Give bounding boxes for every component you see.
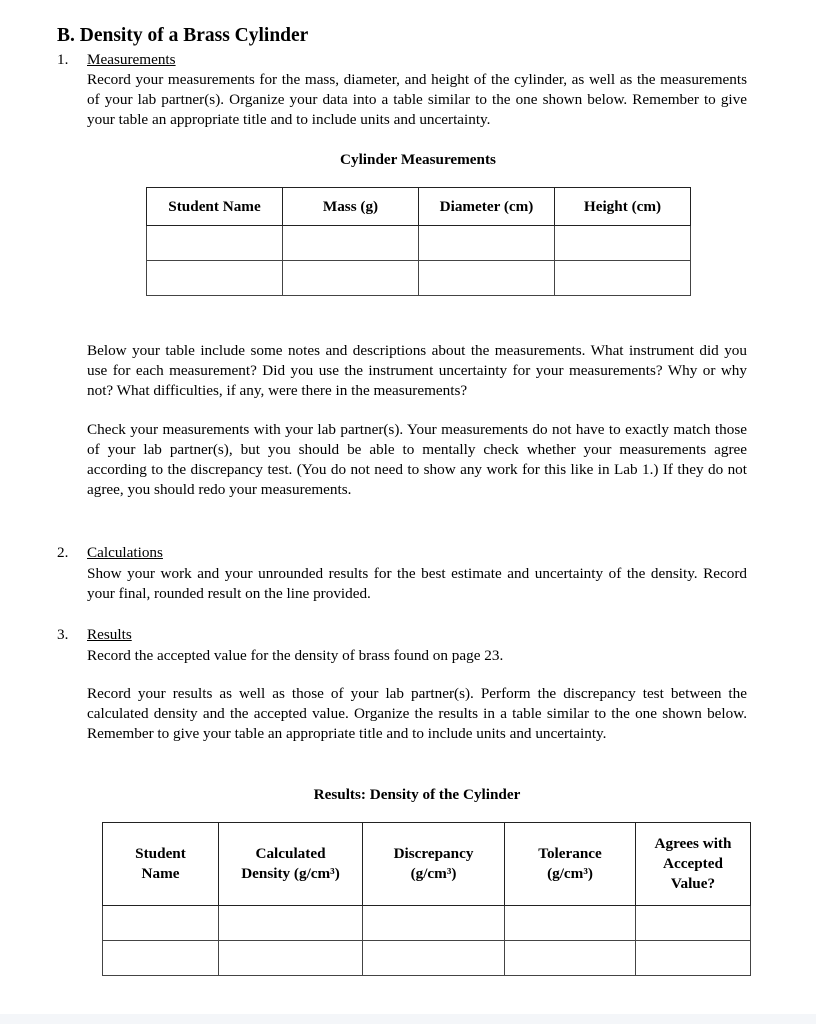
table1-caption: Cylinder Measurements <box>340 151 496 168</box>
table-cell <box>147 261 283 296</box>
header-line: Discrepancy <box>393 845 474 862</box>
table-header-row <box>147 188 691 226</box>
table-cell <box>103 906 219 941</box>
header-line: Agrees with <box>654 835 732 852</box>
item-2-heading <box>57 543 163 563</box>
item-3-label: Results <box>87 626 132 643</box>
table-cell <box>419 226 555 261</box>
item-3-paragraph-1: Record the accepted value for the density of brass found on page 23. <box>87 647 504 664</box>
table-cell <box>419 261 555 296</box>
table-cell <box>505 941 636 976</box>
header-mass: Mass (g) <box>283 188 419 226</box>
header-line: Calculated <box>255 845 326 862</box>
table-cell <box>636 906 751 941</box>
item-1-paragraph-3: Check your measurements with your lab partner(s). Your measurements do not have to exactly match those of your lab partner(s), but you should be able to mentally check whether your measurements agree according to the discrepancy test. (You do not need to show any work for this like in Lab 1.) If they do not agree, you should redo your measurements. <box>87 421 747 498</box>
header-line: Accepted <box>663 855 723 872</box>
table-cell <box>363 941 505 976</box>
item-1-paragraph-2: Below your table include some notes and descriptions about the measurements. What instrument did you use for each measurement? Did you use the instrument uncertainty for your measurements? Why or why not? What difficulties, if any, were there in the measurements? <box>87 342 747 399</box>
table-cell <box>505 906 636 941</box>
item-1-heading <box>57 50 176 70</box>
item-1-number: 1. <box>57 51 69 68</box>
table-cell <box>636 941 751 976</box>
table-row <box>147 261 691 296</box>
item-3-number: 3. <box>57 626 69 643</box>
header-diameter: Diameter (cm) <box>419 188 555 226</box>
table-cell <box>283 261 419 296</box>
item-3-heading <box>57 625 132 645</box>
header-student-name: Student Name <box>147 188 283 226</box>
header-line: Tolerance <box>538 845 602 862</box>
item-1-label: Measurements <box>87 51 176 68</box>
section-title: B. Density of a Brass Cylinder <box>57 25 309 46</box>
header-line: (g/cm³) <box>410 865 457 882</box>
header-discrepancy <box>363 823 505 906</box>
header-line: Value? <box>670 875 716 892</box>
table-cell <box>555 226 691 261</box>
table-cell <box>555 261 691 296</box>
table-header-row <box>103 823 751 906</box>
table-cell <box>219 941 363 976</box>
table-row <box>103 906 751 941</box>
header-line: Student <box>135 845 186 862</box>
item-1-paragraph-1: Record your measurements for the mass, diameter, and height of the cylinder, as well as the measurements of your lab partner(s). Organize your data into a table similar to the one shown below. Remember to give your table an appropriate title and to include units and uncertainty. <box>87 71 747 128</box>
header-height: Height (cm) <box>555 188 691 226</box>
header-student-name <box>103 823 219 906</box>
cylinder-measurements-table <box>146 187 691 296</box>
item-2-number: 2. <box>57 544 69 561</box>
item-2-label: Calculations <box>87 544 163 561</box>
table2-caption: Results: Density of the Cylinder <box>313 786 521 803</box>
table-cell <box>103 941 219 976</box>
header-tolerance <box>505 823 636 906</box>
table-cell <box>363 906 505 941</box>
header-agrees-with-accepted <box>636 823 751 906</box>
item-3-paragraph-2: Record your results as well as those of your lab partner(s). Perform the discrepancy test between the calculated density and the accepted value. Organize the results in a table similar to the one shown below. Remember to give your table an appropriate title and to include units and uncertainty. <box>87 685 747 742</box>
table-row <box>147 226 691 261</box>
table-row <box>103 941 751 976</box>
page-bottom-band <box>0 1014 816 1024</box>
table-cell <box>147 226 283 261</box>
header-line: Density (g/cm³) <box>241 865 340 882</box>
table-cell <box>283 226 419 261</box>
header-calculated-density <box>219 823 363 906</box>
header-line: (g/cm³) <box>547 865 593 882</box>
item-2-paragraph-1: Show your work and your unrounded results for the best estimate and uncertainty of the density. Record your final, rounded result on the line provided. <box>87 565 747 602</box>
table-cell <box>219 906 363 941</box>
density-results-table <box>102 822 751 976</box>
header-line: Name <box>141 865 180 882</box>
